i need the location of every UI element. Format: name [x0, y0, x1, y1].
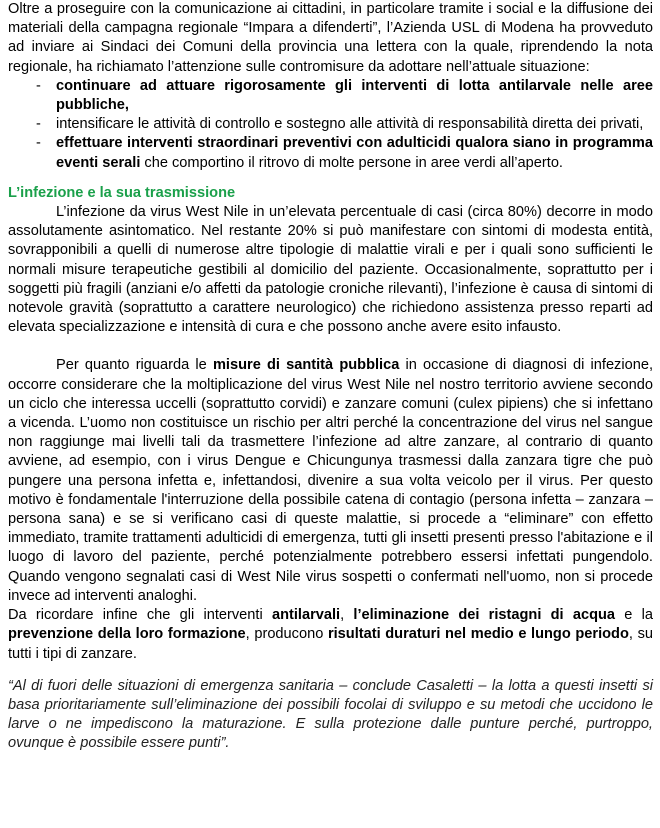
- list-dash: -: [36, 77, 41, 94]
- text-run-bold: prevenzione della loro formazione: [8, 626, 246, 643]
- list-item: [8, 134, 653, 172]
- text-run-bold: misure di santità pubblica: [212, 357, 400, 374]
- text-run-bold: risultati duraturi nel medio e lungo periodo: [327, 626, 629, 643]
- closing-quote: “Al di fuori delle situazioni di emergenza sanitaria – conclude Casaletti – la lotta a questi insetti si basa prioritariamente sull’eliminazione dei possibili focolai di sviluppo e su metodi che uccidono le larve o ne impediscono la maturazione. E sulla protezione dalle punture perché, purtroppo, ovunque è possibile essere punti”.: [8, 677, 653, 752]
- text-run-bold: antilarvali: [271, 607, 341, 624]
- text-run: in occasione di diagnosi di infezione, occorre considerare che la moltiplicazione del virus West Nile nel nostro territorio avviene secondo un ciclo che interessa uccelli (soprattutto corvidi) e zanzare comuni (culex pipiens) che si infettano a vicenda. L’uomo non costituisce un rischio per altri perché la concentrazione del virus nel sangue non raggiunge mai livelli tali da trasmettere l’infezione ad altre zanzare, al contrario di quanto avviene, ad esempio, con i virus Dengue e Chicungunya trasmessi dalla zanzara tigre che può pungere una persona infetta e, infettandosi, divenire a sua volta veicolo per il virus. Per questo motivo è fondamentale l'interruzione della possibile catena di contagio (persona infetta – zanzara – persona sana) e se si verificano casi di queste malattie, si procede a “eliminare” con effetto immediato, tramite trattamenti adulticidi di emergenza, tutti gli insetti presenti presso l'abitazione e il luogo di lavoro del paziente, perché potenzialmente potrebbero essersi infettati pungendolo. Quando vengono segnalati casi di West Nile virus sospetti o confermati nell'uomo, non si procede invece ad interventi analoghi.: [8, 357, 654, 604]
- list-item: [8, 115, 653, 134]
- list-item-text: che comportino il ritrovo di molte persone in aree verdi all’aperto.: [140, 154, 563, 171]
- text-run: , producono: [245, 626, 328, 643]
- text-run-bold: l’eliminazione dei ristagni di acqua: [353, 607, 616, 624]
- text-run: ,: [340, 607, 354, 624]
- text-run: Per quanto riguarda le: [56, 357, 213, 374]
- reminder-paragraph: [8, 606, 653, 664]
- text-run: , su tutti i tipi di zanzare.: [8, 626, 653, 662]
- list-item-text-bold: effettuare interventi straordinari preventivi con adulticidi qualora siano in programma eventi serali: [56, 135, 653, 171]
- spacer: [8, 337, 653, 356]
- infection-paragraph: L’infezione da virus West Nile in un’elevata percentuale di casi (circa 80%) decorre in modo assolutamente asintomatico. Nel restante 20% si può manifestare con sintomi di modesta entità, sovrapponibili a quelli di numerose altre tipologie di malattie virali e per i quali sono sufficienti le normali misure terapeutiche gestibili al domicilio del paziente. Occasionalmente, soprattutto per i soggetti più fragili (anziani e/o affetti da patologie croniche rilevanti), l’infezione è causa di sintomi di notevole gravità (soprattutto a carattere neurologico) che richiedono assistenza presso reparti ad elevata specializzazione e intensità di cura e che possono anche avere esito infausto.: [8, 204, 653, 336]
- text-run: e la: [615, 607, 653, 624]
- list-item-text: intensificare le attività di controllo e sostegno alle attività di responsabilità diretta dei privati,: [56, 116, 644, 133]
- countermeasures-list: [8, 77, 653, 173]
- public-health-paragraph: [8, 356, 653, 606]
- intro-paragraph: Oltre a proseguire con la comunicazione ai cittadini, in particolare tramite i social e la diffusione dei materiali della campagna regionale “Impara a difenderti”, l’Azienda USL di Modena ha provveduto ad inviare ai Sindaci dei Comuni della provincia una lettera con la quale, riprendendo la nota regionale, ha richiamato l’attenzione sulle contromisure da adottare nell’attuale situazione:: [8, 1, 653, 75]
- text-run: Da ricordare infine che gli interventi: [8, 607, 272, 624]
- list-dash: -: [36, 116, 41, 133]
- list-item: [8, 77, 653, 115]
- list-item-text: continuare ad attuare rigorosamente gli interventi di lotta antilarvale nelle aree pubbliche,: [56, 77, 653, 114]
- list-dash: -: [36, 135, 41, 152]
- section-title: L’infezione e la sua trasmissione: [8, 184, 236, 201]
